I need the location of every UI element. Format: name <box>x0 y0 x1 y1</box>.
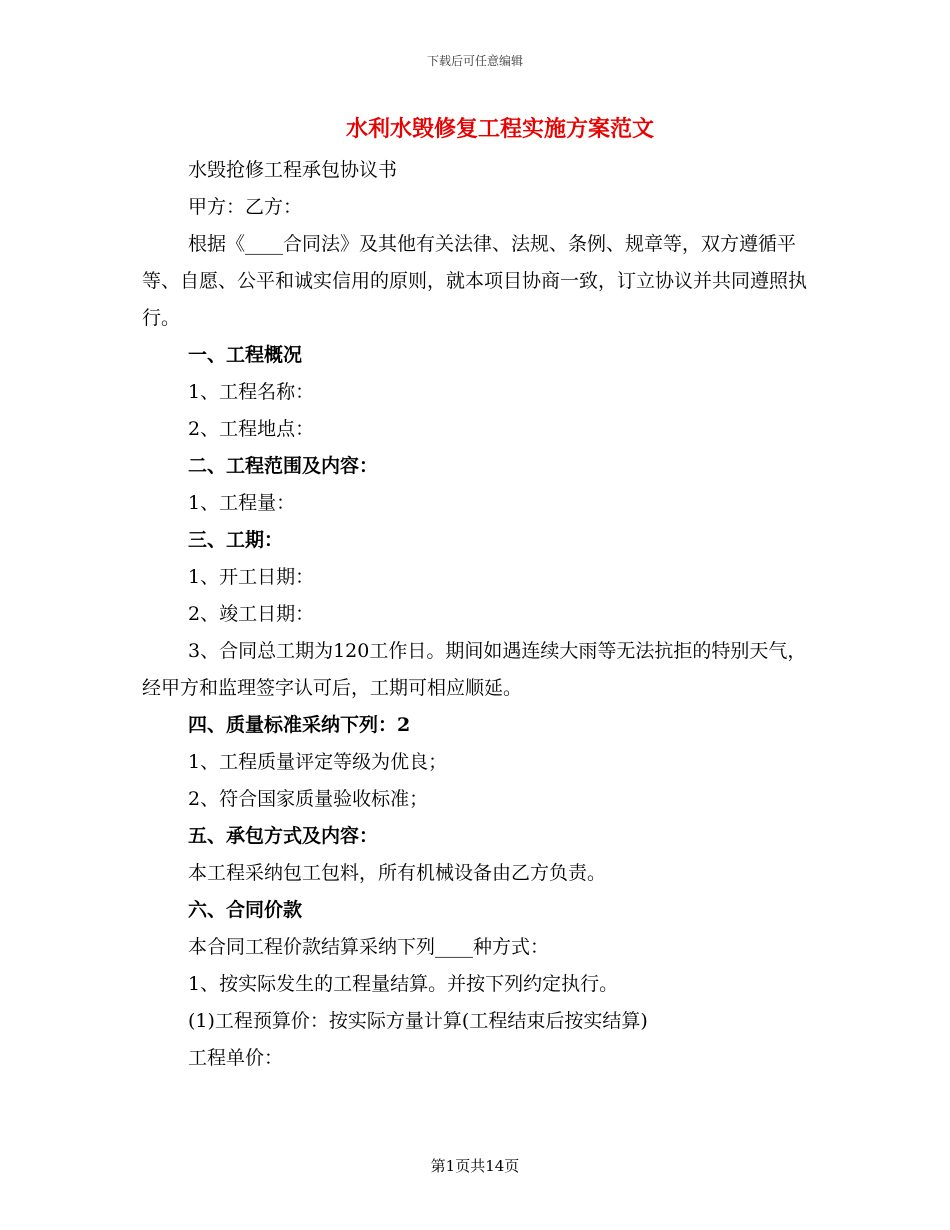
section-heading: 六、合同价款 <box>188 899 303 921</box>
paragraph: 2、竣工日期： <box>188 603 315 625</box>
section-heading: 三、工期： <box>188 529 284 551</box>
paragraph: 3、合同总工期为120工作日。期间如遇连续大雨等无法抗拒的特别天气，经甲方和监理签字认可后，工期可相应顺延。 <box>142 640 807 699</box>
paragraph: 1、工程量： <box>188 492 296 514</box>
paragraph: 1、工程质量评定等级为优良； <box>188 751 448 773</box>
paragraph: 水毁抢修工程承包协议书 <box>188 159 398 181</box>
paragraph: 1、按实际发生的工程量结算。并按下列约定执行。 <box>188 973 619 995</box>
document-body <box>142 152 808 1077</box>
paragraph: 2、工程地点： <box>188 418 315 440</box>
paragraph: (1)工程预算价：按实际方量计算(工程结束后按实结算) <box>188 1010 648 1032</box>
paragraph: 根据《____合同法》及其他有关法律、法规、条例、规章等，双方遵循平等、自愿、公平和诚实信用的原则，就本项目协商一致，订立协议并共同遵照执行。 <box>142 233 808 329</box>
paragraph: 本合同工程价款结算采纳下列____种方式： <box>188 936 550 958</box>
paragraph: 2、符合国家质量验收标准； <box>188 788 429 810</box>
section-heading: 二、工程范围及内容： <box>188 455 379 477</box>
paragraph: 甲方：乙方： <box>188 196 303 218</box>
paragraph: 工程单价： <box>188 1047 284 1069</box>
header-note: 下载后可任意编辑 <box>426 54 523 68</box>
section-heading: 一、工程概况 <box>188 344 303 366</box>
page-footer: 第1页共14页 <box>430 1157 520 1175</box>
document-title: 水利水毁修复工程实施方案范文 <box>345 116 654 142</box>
paragraph: 1、工程名称： <box>188 381 315 403</box>
paragraph: 1、开工日期： <box>188 566 315 588</box>
section-heading: 四、质量标准采纳下列：2 <box>188 714 411 736</box>
paragraph: 本工程采纳包工包料，所有机械设备由乙方负责。 <box>188 862 607 884</box>
section-heading: 五、承包方式及内容： <box>188 825 379 847</box>
